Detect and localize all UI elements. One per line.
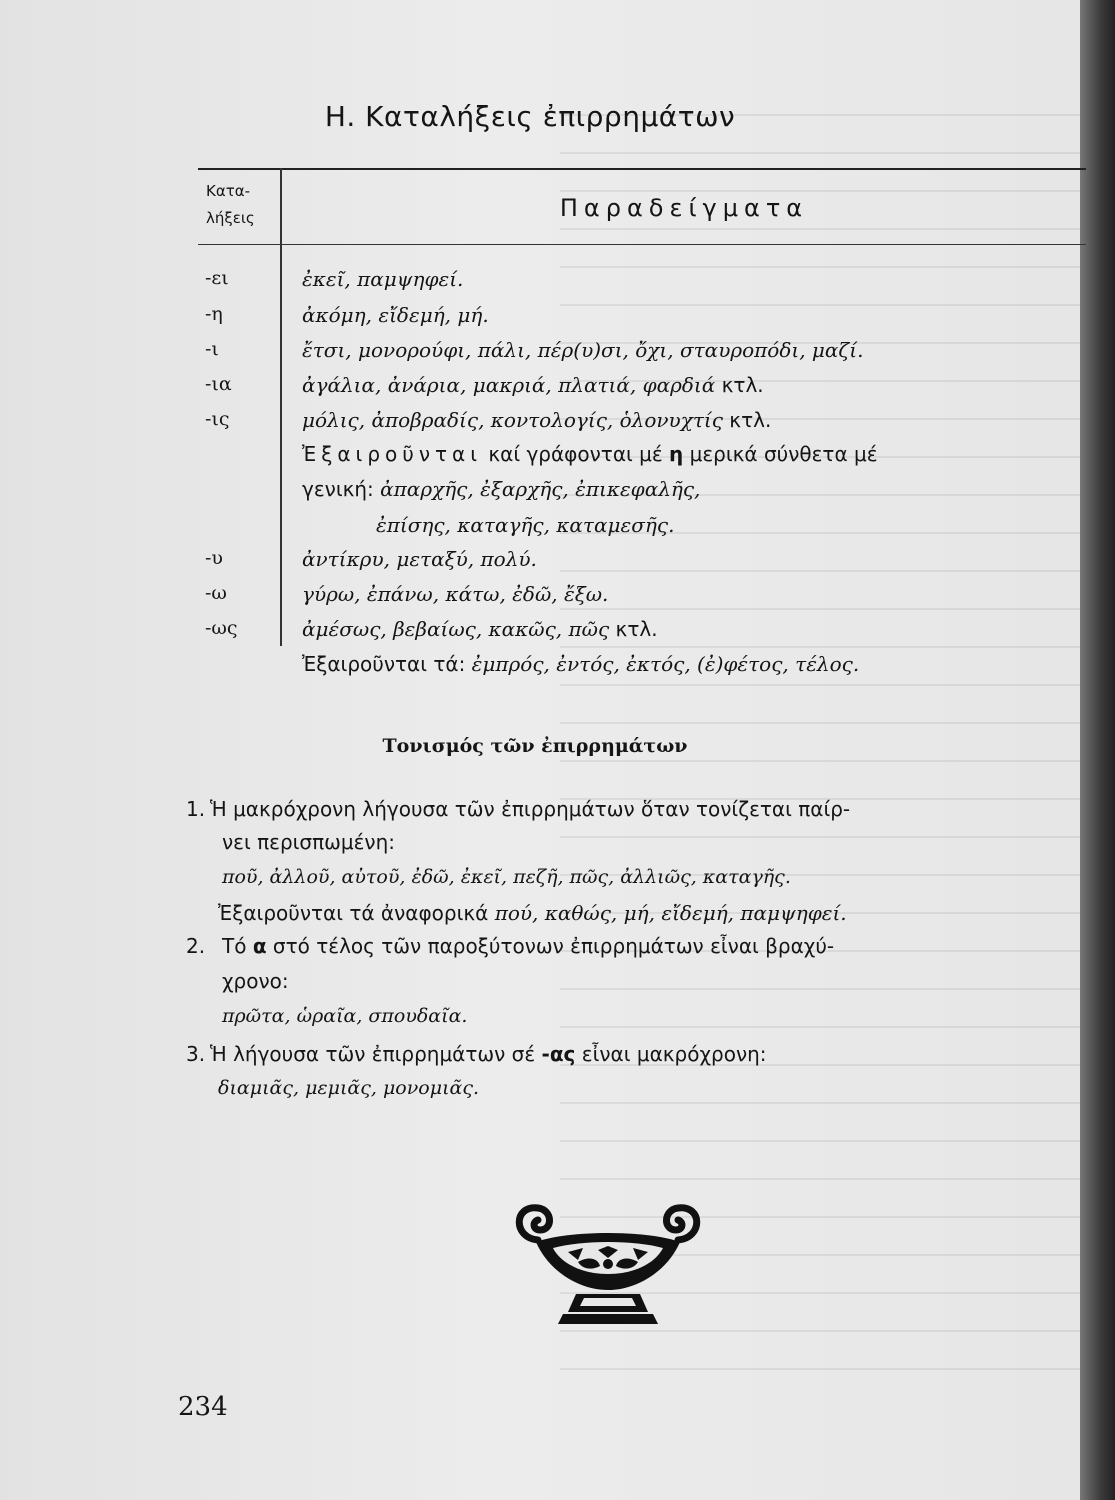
rule-text: χρονο: (222, 969, 289, 993)
table-column-rule (280, 168, 282, 646)
ending-cell: -ι (205, 338, 219, 360)
rule-text: Τό α στό τέλος τῶν παροξύτονων ἐπιρρημάτων εἶναι βραχύ- (222, 934, 835, 958)
exception-note-line: Ἐξαιροῦνται τά: ἐμπρός, ἐντός, ἐκτός, (ἐ)φέτος, τέλος. (302, 652, 860, 676)
ending-cell: -υ (205, 547, 223, 569)
ending-cell: -ια (205, 373, 232, 395)
ending-cell: -ει (205, 267, 229, 289)
oil-lamp-ornament-icon (508, 1200, 708, 1330)
section-title: Η. Καταλήξεις ἐπιρρημάτων (324, 100, 736, 133)
exception-note-line: ἐπίσης, καταγῆς, καταμεσῆς. (376, 513, 675, 537)
endings-column-header: Κατα- λήξεις (206, 182, 255, 227)
rule-exception: Ἐξαιροῦνται τά ἀναφορικά πού, καθώς, μή, εἴδεμή, παμψηφεί. (218, 901, 847, 925)
ending-cell: -ω (205, 582, 227, 604)
rule-text: Ἡ μακρόχρονη λήγουσα τῶν ἐπιρρημάτων ὅταν τονίζεται παίρ- (210, 797, 851, 821)
table-top-rule (198, 168, 1086, 170)
examples-cell: γύρω, ἐπάνω, κάτω, ἐδῶ, ἔξω. (302, 582, 609, 606)
rule-number: 2. (186, 934, 206, 958)
examples-cell: ἐκεῖ, παμψηφεί. (302, 267, 464, 291)
examples-cell: ἀκόμη, εἴδεμή, μή. (302, 303, 489, 327)
rule-number: 3. (186, 1042, 206, 1066)
examples-cell: ἀμέσως, βεβαίως, κακῶς, πῶς κτλ. (302, 617, 658, 641)
examples-cell: ἀντίκρυ, μεταξύ, πολύ. (302, 547, 537, 571)
rule-number: 1. (186, 797, 206, 821)
rule-text: νει περισπωμένη: (222, 830, 396, 854)
ending-cell: -ις (205, 408, 230, 430)
examples-cell: ἀγάλια, ἀνάρια, μακριά, πλατιά, φαρδιά κτλ. (302, 373, 764, 397)
endings-table (198, 168, 1086, 646)
exception-note-line: Ἐξαιροῦνται καί γράφονται μέ η μερικά σύνθετα μέ (302, 442, 878, 466)
page-number: 234 (178, 1392, 228, 1422)
rule-text: Ἡ λήγουσα τῶν ἐπιρρημάτων σέ -ας εἶναι μακρόχρονη: (210, 1042, 767, 1066)
exception-note-line: γενική: ἀπαρχῆς, ἐξαρχῆς, ἐπικεφαλῆς, (302, 477, 701, 501)
ending-cell: -η (205, 303, 223, 325)
rule-examples: ποῦ, ἀλλοῦ, αὐτοῦ, ἐδῶ, ἐκεῖ, πεζῆ, πῶς, ἀλλιῶς, καταγῆς. (222, 866, 791, 888)
examples-column-header: Παραδείγματα (559, 194, 809, 222)
rule-examples: πρῶτα, ὡραῖα, σπουδαῖα. (222, 1005, 468, 1027)
table-header-rule (198, 244, 1086, 245)
accent-section-title: Τονισμός τῶν ἐπιρρημάτων (382, 735, 688, 757)
examples-cell: μόλις, ἀποβραδίς, κοντολογίς, ὁλονυχτίς κτλ. (302, 408, 772, 432)
examples-cell: ἔτσι, μονορούφι, πάλι, πέρ(υ)σι, ὄχι, σταυροπόδι, μαζί. (302, 338, 864, 362)
ending-cell: -ως (205, 617, 238, 639)
rule-examples: διαμιᾶς, μεμιᾶς, μονομιᾶς. (218, 1077, 480, 1099)
